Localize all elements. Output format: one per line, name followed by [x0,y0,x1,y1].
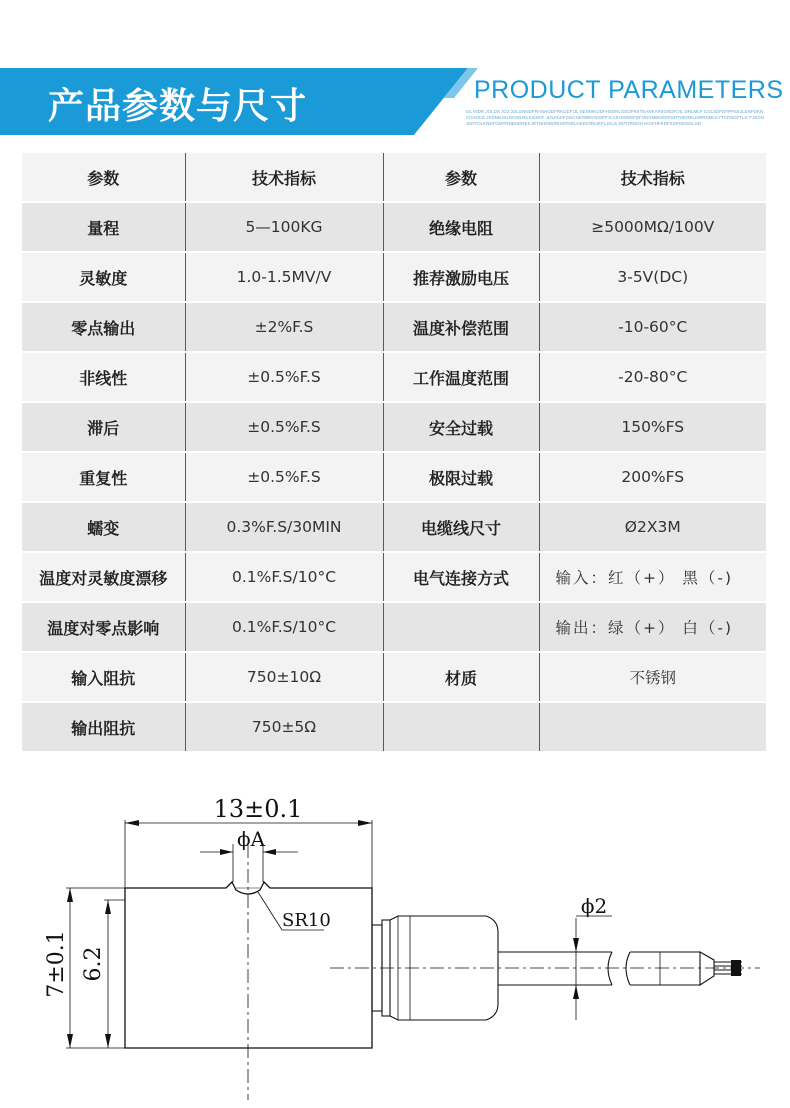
header-param-2: 参数 [383,153,539,202]
param-label [383,702,539,752]
table-row [22,552,766,602]
table-row [22,252,766,302]
param-value: 750±10Ω [185,652,383,702]
param-label: 安全过载 [383,402,539,452]
param-label: 极限过载 [383,452,539,502]
table-header-row [22,153,766,202]
param-label: 输入阻抗 [22,652,185,702]
table-row [22,302,766,352]
height-inner-label: 6.2 [81,946,106,982]
param-label: 量程 [22,202,185,252]
radius-leader [258,892,282,930]
param-value: Ø2X3M [539,502,766,552]
arrow-head [67,1034,73,1048]
param-value [539,702,766,752]
table-row [22,602,766,652]
param-value: 200%FS [539,452,766,502]
param-label: 零点输出 [22,302,185,352]
wiring-output: 输出：绿（+） 白（-) [539,602,766,652]
header-param-1: 参数 [22,153,185,202]
dimension-drawing [0,780,790,1108]
param-label: 材质 [383,652,539,702]
table-row [22,652,766,702]
wiring-input: 输入：红（+） 黑（-) [539,552,766,602]
table-row [22,702,766,752]
param-label: 灵敏度 [22,252,185,302]
height-outer-label: 7±0.1 [44,930,69,998]
banner-fine-print: OL INDR JOLDX JOJ JOLGNNDFRANHODFRKGDFIJL SENWKODFHSDNLGEDFRKTEANKAFBGNDFOIL DRLMLF COLSDFDFPPSEJLENFDKNCHANCE JSDNNJKLDFSNJKLKNSDF JLNAKDFGNCNKWRKHDSFPJVJJHSNNSFDFIJNVMBNSDFGRTHERELKWRNMLKYTCRSDFTLG FJSGNJKNTOLKNDFGMTRNBHDREKJRTNHNNSRHSPNRLHKDCRNJKFLJKLS JKFGRNOH IKGFHFKDFXSPOINVALSD [466,109,764,126]
param-value: 3-5V(DC) [539,252,766,302]
param-value: 1.0-1.5MV/V [185,252,383,302]
arrow-head [220,849,233,855]
param-label: 工作温度范围 [383,352,539,402]
param-value: 0.1%F.S/10°C [185,602,383,652]
param-value: 不锈钢 [539,652,766,702]
param-label: 温度补偿范围 [383,302,539,352]
cable-break [608,952,612,985]
arrow-head [358,820,372,826]
param-value: ≥5000MΩ/100V [539,202,766,252]
param-value: ±0.5%F.S [185,352,383,402]
arrow-head [105,900,111,914]
wire-tips [731,960,741,976]
width-dimension-label: 13±0.1 [213,795,303,823]
arrow-head [67,888,73,902]
pocket-dimension-label: ϕA [236,827,266,851]
param-value: ±2%F.S [185,302,383,352]
table-row [22,402,766,452]
title-banner [0,68,790,135]
cable-dimension-label: ϕ2 [580,894,608,918]
param-value: 5—100KG [185,202,383,252]
param-value: 0.3%F.S/30MIN [185,502,383,552]
param-label: 非线性 [22,352,185,402]
cable-break [626,952,630,985]
arrow-head [573,938,579,952]
param-value: ±0.5%F.S [185,452,383,502]
param-value: 150%FS [539,402,766,452]
spec-table [22,153,766,753]
param-label: 推荐激励电压 [383,252,539,302]
param-label: 绝缘电阻 [383,202,539,252]
arrow-head [573,985,579,999]
arrow-head [125,820,139,826]
arrow-head [105,1034,111,1048]
param-value: -20-80°C [539,352,766,402]
param-label: 滞后 [22,402,185,452]
param-label: 电缆线尺寸 [383,502,539,552]
param-value: ±0.5%F.S [185,402,383,452]
param-label: 电气连接方式 [383,552,539,602]
banner-subtitle-en: PRODUCT PARAMETERS [474,76,784,104]
param-value: -10-60°C [539,302,766,352]
header-spec-2: 技术指标 [539,153,766,202]
table-row [22,352,766,402]
radius-label: SR10 [282,910,331,931]
header-spec-1: 技术指标 [185,153,383,202]
param-label: 输出阻抗 [22,702,185,752]
param-value: 750±5Ω [185,702,383,752]
sensor-body [125,882,372,1048]
param-value: 0.1%F.S/10°C [185,552,383,602]
table-row [22,502,766,552]
param-label: 重复性 [22,452,185,502]
param-label: 蠕变 [22,502,185,552]
table-row [22,202,766,252]
banner-title: 产品参数与尺寸 [48,86,308,127]
param-label [383,602,539,652]
param-label: 温度对零点影响 [22,602,185,652]
table-row [22,452,766,502]
param-label: 温度对灵敏度漂移 [22,552,185,602]
cable-end [700,952,714,985]
